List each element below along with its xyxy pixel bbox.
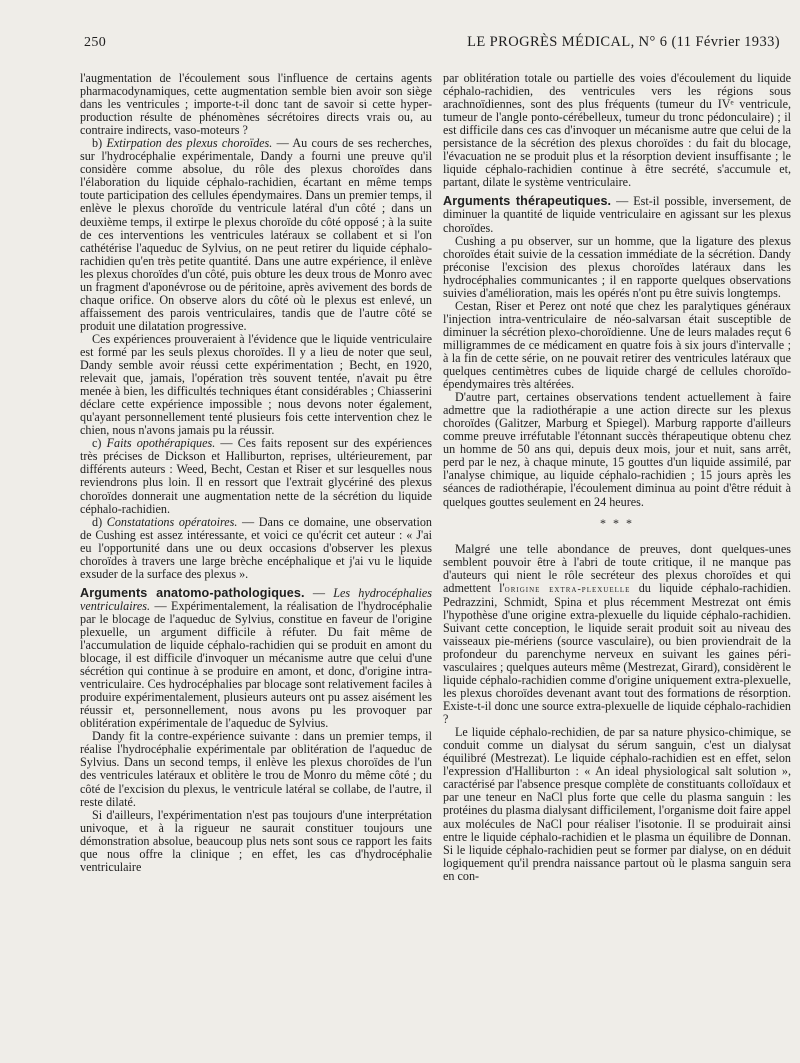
page-number: 250 <box>84 35 107 50</box>
running-header <box>84 34 780 58</box>
section-title: Extirpation des plexus choroïdes. <box>106 136 273 151</box>
section-separator: * * * <box>600 515 634 530</box>
paragraph: l'augmentation de l'écoulement sous l'influence de certains agents pharmacodynamiques, cette augmentation semble bien avoir son siège dans les ventricules ; importe-t-il donc tant de savoir si cette hyper-production résulte de phénomènes sécrétoires directs vrais ou, au contraire indirects, vaso-moteurs ? <box>80 72 432 138</box>
left-column: l'augmentation de l'écoulement sous l'influence de certains agents pharmacodynamiques, cette augmentation semble bien avoir son siège dans les ventricules ; importe-t-il donc tant de savoir si cette hyper-production résulte de phénomènes sécrétoires directs vrais ou, au contraire indirects, vaso-moteurs ? b) Extirpation des plexus choroïdes. — Au cours de ses recherches, sur l'hydrocéphalie expérimentale, Dandy a fourni une preuve qu'il considère comme absolue, du rôle des plexus choroïdes dans l'élaboration du liquide céphalo-rachidien, écartant en même temps toute participation des cellules épendymaires. Dans un premier temps, il enlève le plexus choroïde du ventricule latéral d'un côté ; dans un deuxième temps, il extirpe le plexus choroïde du côté opposé ; à la suite de ces interventions les ventricules latéraux se collabent et si l'on cathétérise l'aqueduc de Sylvius, on ne peut retirer du liquide céphalo-rachidien qu'en très petite quantité. Dans une autre expérience, il enlève les plexus choroïdes d'un côté, puis obture les deux trous de Monro avec un fragment d'aponévrose ou de péritoine, après avivement des bords de chaque orifice. On observe alors du côté où le plexus est enlevé, un affaissement des parois ventriculaires, tandis que de l'autre côté se produit une dilatation progressive. Ces expériences prouveraient à l'évidence que le liquide ventriculaire est formé par les seuls plexus choroïdes. Il y a lieu de noter que seul, Dandy semble avoir réussi cette expérimentation ; Becht, en 1920, relevait que, jamais, l'opération très souvent tentée, n'avait pu être menée à bien, les difficultés techniques étant considérables ; Chiasserini déclare cette expérience impossible ; nous devons noter également, qu'ayant personnellement tenté plusieurs fois cette intervention chez le chien, nous n'avons jamais pu la réussir. c) Faits opothérapiques. — Ces faits reposent sur des expériences très précises de Dickson et Halliburton, reprises, ultérieurement, par différents auteurs : Weed, Becht, Cestan et Riser et sur lesquelles nous reviendrons plus loin. Il en ressort que l'extrait glycériné des plexus choroïdes donnerait une augmentation nette de la sécrétion du liquide céphalo-rachidien. d) Constatations opératoires. — Dans ce domaine, une observation de Cushing est assez intéressante, et voici ce qu'écrit cet auteur : « J'ai eu l'opportunité dans une ou deux occasions d'observer les plexus choroïdes à travers une large brèche encéphalique et j'ai vu le liquide exsuder de la surface des plexus ». Arguments anatomo-pathologiques. — Les hydrocéphalies ventriculaires. — Expérimentalement, la réalisation de l'hydrocéphalie par le blocage de l'aqueduc de Sylvius, constitue en faveur de l'origine plexuelle, un argument difficile à réfuter. Du fait même de l'accumulation de liquide céphalo-rachidien qui se produit en amont du blocage, il est difficile d'invoquer un mécanisme autre que celui d'une sécrétion qui continue à se produire en amont, et donc, d'origine intra-ventriculaire. Ces hydrocéphalies par blocage sont relativement faciles à produire expérimentalement, plusieurs auteurs ont pu assez aisément les réussir et, personnellement, nous avons pu les provoquer par oblitération expérimentale de l'aqueduc de Sylvius. Dandy fit la contre-expérience suivante : dans un premier temps, il réalise l'hydrocéphalie expérimentale par oblitération de l'aqueduc de Sylvius. Dans un second temps, il enlève les plexus choroïdes de l'un des ventricules latéraux et oblitère le trou de Monro du même côté ; du côté de l'excision du plexus, le ventricule latéral se collabe, de l'autre, il reste dilaté. Si d'ailleurs, l'expérimentation n'est pas toujours d'une interprétation univoque, et à la rigueur ne saurait constituer toujours une démonstration absolue, beaucoup plus nets sont sous ce rapport les faits que nous offre la clinique ; en effet, les cas d'hydrocéphalie ventriculaire <box>80 72 432 874</box>
section-label: b) <box>92 136 103 151</box>
paragraph <box>443 543 791 727</box>
section-title: Faits opothérapiques. <box>106 436 216 451</box>
paragraph-text: — Au cours de ses recherches, sur l'hydrocéphalie expérimentale, Dandy a fourni une preuve qu'il considère comme absolue, du rôle des plexus choroïdes dans l'élaboration du liquide céphalo-rachidien, écartant en même temps toute participation des cellules épendymaires. Dans un premier temps, il enlève le plexus choroïde du ventricule latéral d'un côté ; dans un deuxième temps, il extirpe le plexus choroïde du côté opposé ; à la suite de ces interventions les ventricules latéraux se collabent et si l'on cathétérise l'aqueduc de Sylvius, on ne peut retirer du liquide céphalo-rachidien qu'en très petite quantité. Dans une autre expérience, il enlève les plexus choroïdes d'un côté, puis obture les deux trous de Monro avec un fragment d'aponévrose ou de péritoine, après avivement des bords de chaque orifice. On observe alors du côté où le plexus est enlevé, un affaissement des parois ventriculaires, tandis que de l'autre côté se produit une dilatation progressive. <box>80 136 432 333</box>
section-label: c) <box>92 436 102 451</box>
paragraph-text: Malgré une telle abondance de preuves, dont quelques-unes semblent pouvoir être à l'abri de toute critique, il ne manque pas d'auteurs qui nient le rôle secréteur des plexus choroïdes et qui admettent l' <box>443 541 791 595</box>
paragraph: Cestan, Riser et Perez ont noté que chez les paralytiques généraux l'injection intra-ventriculaire de néo-salvarsan était susceptible de diminuer la sécrétion plexo-choroïdienne. Une de leurs malades reçut 6 milligrammes de ce médicament en quatre fois à six jours d'intervalle ; à la fin de cette série, on ne pouvait retirer des ventricules latéraux que quelques centimètres cubes de liquide chargé de cellules choroïdo-épendymaires très altérées. <box>443 298 791 392</box>
section-heading: Arguments anatomo-pathologiques. <box>80 585 305 600</box>
small-caps-term: origine extra-plexuelle <box>504 583 631 595</box>
paragraph-text: — Ces faits reposent sur des expériences très précises de Dickson et Halliburton, reprises, ultérieurement, par différents auteurs : Weed, Becht, Cestan et Riser et sur lesquelles nous reviendrons plus loin. Il en ressort que l'extrait glycériné des plexus choroïdes donnerait une augmentation nette de la sécrétion du liquide céphalo-rachidien. <box>80 436 432 516</box>
paragraph-text: — Est-il possible, inversement, de diminuer la quantité de liquide ventriculaire en agissant sur les plexus choroïdes. <box>443 194 791 235</box>
paragraph: par oblitération totale ou partielle des voies d'écoulement du liquide céphalo-rachidien, des ventricules vers les régions sous arachnoïdiennes, sont des plus fréquents (tumeur du IVᵉ ventricule, tumeur de l'angle ponto-cérébelleux, tumeur du tronc pédonculaire) ; il est difficile dans ces cas d'invoquer un mécanisme autre que celui de la persistance de la sécrétion des plexus choroïdes : du fait du blocage, l'évacuation ne se produit plus et la résorption devient insuffisante ; le liquide céphalo-rachidien continue à être secrété, s'accumule et, partant, dilate le système ventriculaire. <box>443 72 791 190</box>
paragraph-text: du liquide céphalo-rachidien. Pedrazzini, Schmidt, Spina et plus récemment Mestrezat ont émis l'hypothèse d'une origine extra-plexuelle du liquide céphalo-rachidien. Suivant cette conception, le liquide serait produit soit au niveau des vaisseaux pie-mériens (source vasculaire), ou bien proviendrait de la profondeur du parenchyme nerveux en suivant les gaines péri-vasculaires ; quelques auteurs même (Mestrezat, Girard), considèrent le liquide céphalo-rachidien comme d'origine uniquement extra-plexuelle, les plexus choroïdes devenant avant tout des formations de résorption. Existe-t-il donc une source extra-plexuelle de liquide céphalo-rachidien ? <box>443 580 791 727</box>
paragraph: Dandy fit la contre-expérience suivante : dans un premier temps, il réalise l'hydrocéphalie expérimentale par oblitération de l'aqueduc de Sylvius. Dans un second temps, il enlève les plexus choroïdes de l'un des ventricules latéraux et oblitère le trou de Monro du même côté ; du côté de l'excision du plexus, le ventricule latéral se collabe, de l'autre, il reste dilaté. <box>80 729 432 809</box>
section-subtitle: Les hydrocéphalies ventriculaires. <box>80 585 432 613</box>
right-column <box>443 72 791 1057</box>
section-label: d) <box>92 514 103 529</box>
paragraph: Cushing a pu observer, sur un homme, que la ligature des plexus choroïdes était suivie de la cessation immédiate de la sécrétion. Dandy préconise l'excision des plexus choroïdes latéraux dans les hydrocéphalies communicantes ; il en rapporte quelques observations suivies d'amélioration, mais les opérés n'ont pu être suivis longtemps. <box>443 233 791 300</box>
paragraph <box>80 516 432 581</box>
paragraph <box>80 437 432 515</box>
paragraph: Ces expériences prouveraient à l'évidence que le liquide ventriculaire est formé par les seuls plexus choroïdes. Il y a lieu de noter que seul, Dandy semble avoir réussi cette expérimentation ; Becht, en 1920, relevait que, jamais, l'opération très souvent tentée, n'avait pu être menée à bien, les difficultés techniques étant considérables ; Chiasserini déclare cette expérience impossible ; nous devons noter également, qu'ayant personnellement tenté plusieurs fois cette intervention chez le chien, nous n'avons jamais pu la réussir. <box>80 331 432 438</box>
paragraph: Si d'ailleurs, l'expérimentation n'est pas toujours d'une interprétation univoque, et à la rigueur ne saurait constituer toujours une démonstration absolue, beaucoup plus nets sont sous ce rapport les faits que nous offre la clinique ; en effet, les cas d'hydrocéphalie ventriculaire <box>80 807 432 874</box>
paragraph <box>80 137 432 333</box>
section-heading: Arguments thérapeutiques. <box>443 194 612 209</box>
paragraph-text: — Dans ce domaine, une observation de Cushing est assez intéressante, et voici ce qu'écrit cet auteur : « J'ai eu l'opportunité dans une ou deux occasions d'observer les plexus choroïdes à travers une large brèche encéphalique et j'ai vu le liquide exsuder de la surface des plexus ». <box>80 514 432 581</box>
paragraph: Le liquide céphalo-rechidien, de par sa nature physico-chimique, se conduit comme un dialysat du sérum sanguin, c'est un dialysat équilibré (Mestrezat). Le liquide céphalo-rachidien est en effet, selon l'expression d'Halliburton : « An ideal physiological salt solution », caractérisé par l'absence presque complète de constituants colloïdaux et par une teneur en NaCl plus forte que celle du plasma sanguin : les protéines du plasma dialysant difficilement, l'organisme doit faire appel aux molécules de NaCl pour réaliser l'isotonie. Il se produirait ainsi entre le liquide céphalo-rachidien et le plasma un équilibre de Donnan. Si le liquide céphalo-rachidien peut se former par dialyse, on en déduit logiquement qu'il prendra naissance partout où le plasma sanguin sera en con- <box>443 725 791 883</box>
journal-title: LE PROGRÈS MÉDICAL, N° 6 (11 Février 1933) <box>467 34 780 50</box>
section-title: Constatations opératoires. <box>106 514 238 529</box>
paragraph-text: — Expérimentalement, la réalisation de l'hydrocéphalie par le blocage de l'aqueduc de Sylvius, constitue en faveur de l'origine plexuelle, un argument difficile à réfuter. Du fait même de l'accumulation de liquide céphalo-rachidien qui se produit en amont du blocage, il est difficile d'invoquer un mécanisme autre que celui d'une sécrétion qui continue à se produire en amont, et donc, d'origine intra-ventriculaire. Ces hydrocéphalies par blocage sont relativement faciles à produire expérimentalement, plusieurs auteurs ont pu assez aisément les réussir et, personnellement, nous avons pu les provoquer par oblitération expérimentale de l'aqueduc de Sylvius. <box>80 598 432 731</box>
paragraph: D'autre part, certaines observations tendent actuellement à faire admettre que la radiothérapie a une action directe sur les plexus choroïdes (Galitzer, Marburg et Spiegel). Marburg rapporte d'ailleurs comme preuve irréfutable l'étonnant succès thérapeutique obtenu chez un homme de 50 ans qui, depuis deux mois, jour et nuit, sans arrêt, perd par le nez, à chaque minute, 15 gouttes d'un liquide assimilé, par l'analyse chimique, au liquide céphalo-rachidien ; 15 jours après les séances de radiothérapie, l'écoulement diminua au point d'être réduit à quelques gouttes seulement en 24 heures. <box>443 390 791 509</box>
